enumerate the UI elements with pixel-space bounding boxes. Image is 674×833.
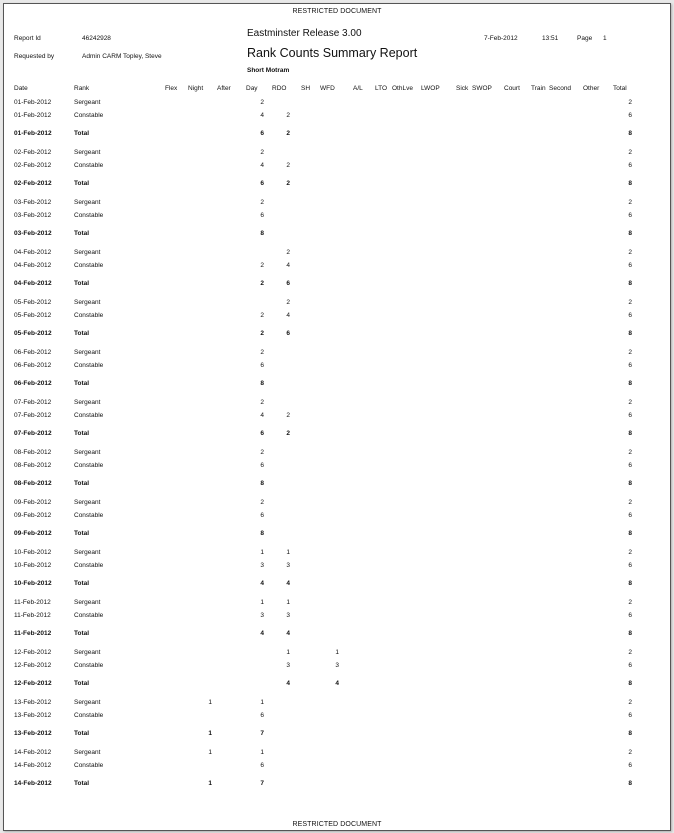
cell-day: 4 — [260, 161, 264, 169]
report-id-label: Report Id — [14, 35, 41, 42]
cell-rank: Total — [74, 430, 90, 437]
col-header-total: Total — [613, 85, 627, 92]
cell-date: 01-Feb-2012 — [14, 111, 52, 119]
cell-night: 1 — [208, 780, 212, 787]
table-row — [4, 749, 670, 759]
cell-day: 7 — [260, 730, 264, 737]
cell-total: 8 — [628, 230, 632, 237]
table-row — [4, 462, 670, 472]
cell-date: 11-Feb-2012 — [14, 630, 52, 637]
cell-date: 08-Feb-2012 — [14, 449, 52, 456]
cell-rdo: 2 — [286, 130, 290, 137]
table-row — [4, 262, 670, 272]
table-row — [4, 712, 670, 722]
cell-rank: Total — [74, 180, 90, 187]
table-row — [4, 499, 670, 509]
col-header-othlve: OthLve — [392, 85, 413, 92]
table-row — [4, 549, 670, 559]
table-row — [4, 649, 670, 659]
cell-total: 6 — [628, 211, 632, 219]
cell-date: 11-Feb-2012 — [14, 599, 51, 606]
cell-total: 6 — [628, 461, 632, 469]
cell-wfd: 3 — [335, 661, 339, 669]
cell-date: 08-Feb-2012 — [14, 480, 52, 487]
cell-day: 2 — [260, 99, 264, 106]
page-label: Page — [577, 35, 593, 42]
cell-rdo: 1 — [286, 549, 290, 556]
table-row — [4, 99, 670, 109]
total-row — [4, 580, 670, 590]
cell-date: 12-Feb-2012 — [14, 661, 52, 669]
cell-rank: Total — [74, 530, 90, 537]
cell-total: 2 — [628, 249, 632, 256]
cell-rank: Constable — [74, 261, 104, 269]
total-row — [4, 680, 670, 690]
cell-rank: Constable — [74, 211, 104, 219]
cell-rank: Total — [74, 580, 90, 587]
cell-total: 6 — [628, 311, 632, 319]
requested-by-value: Admin CARM Topley, Steve — [82, 53, 162, 60]
cell-total: 6 — [628, 161, 632, 169]
app-title: Eastminster Release 3.00 — [247, 28, 362, 39]
cell-rank: Total — [74, 680, 90, 687]
cell-date: 09-Feb-2012 — [14, 530, 52, 537]
cell-total: 2 — [628, 699, 632, 706]
cell-rank: Sergeant — [74, 599, 101, 606]
cell-date: 03-Feb-2012 — [14, 211, 52, 219]
cell-day: 6 — [260, 130, 264, 137]
cell-wfd: 4 — [335, 680, 339, 687]
cell-date: 06-Feb-2012 — [14, 361, 52, 369]
report-subtitle: Short Motram — [247, 67, 290, 74]
cell-total: 2 — [628, 99, 632, 106]
cell-date: 06-Feb-2012 — [14, 349, 52, 356]
cell-rank: Sergeant — [74, 399, 101, 406]
cell-day: 2 — [260, 330, 264, 337]
cell-day: 1 — [260, 549, 264, 556]
col-header-lto: LTO — [375, 85, 388, 92]
cell-rdo: 1 — [286, 649, 290, 656]
cell-date: 07-Feb-2012 — [14, 399, 52, 406]
cell-date: 10-Feb-2012 — [14, 561, 52, 569]
cell-total: 8 — [628, 380, 632, 387]
cell-total: 8 — [628, 530, 632, 537]
col-header-sick: Sick — [456, 85, 469, 92]
cell-date: 09-Feb-2012 — [14, 499, 52, 506]
cell-rdo: 2 — [286, 111, 290, 119]
cell-day: 8 — [260, 530, 264, 537]
cell-rank: Sergeant — [74, 149, 101, 156]
col-header-swop: SWOP — [472, 85, 492, 92]
cell-total: 2 — [628, 599, 632, 606]
cell-total: 8 — [628, 580, 632, 587]
cell-total: 8 — [628, 680, 632, 687]
cell-rank: Constable — [74, 461, 104, 469]
restricted-banner-top: RESTRICTED DOCUMENT — [292, 8, 382, 15]
table-row — [4, 412, 670, 422]
table-row — [4, 149, 670, 159]
cell-date: 10-Feb-2012 — [14, 580, 52, 587]
cell-date: 02-Feb-2012 — [14, 149, 52, 156]
total-row — [4, 530, 670, 540]
cell-date: 02-Feb-2012 — [14, 180, 52, 187]
cell-date: 12-Feb-2012 — [14, 680, 52, 687]
table-row — [4, 362, 670, 372]
col-header-night: Night — [188, 85, 204, 92]
col-header-day: Day — [246, 85, 258, 92]
cell-total: 2 — [628, 399, 632, 406]
total-row — [4, 230, 670, 240]
table-row — [4, 212, 670, 222]
table-row — [4, 512, 670, 522]
cell-rdo: 2 — [286, 249, 290, 256]
cell-total: 8 — [628, 730, 632, 737]
cell-date: 13-Feb-2012 — [14, 711, 52, 719]
cell-total: 2 — [628, 499, 632, 506]
cell-total: 6 — [628, 711, 632, 719]
cell-rdo: 4 — [286, 630, 290, 637]
cell-date: 14-Feb-2012 — [14, 761, 52, 769]
cell-date: 06-Feb-2012 — [14, 380, 52, 387]
cell-rank: Sergeant — [74, 99, 101, 106]
cell-rdo: 2 — [286, 161, 290, 169]
cell-total: 2 — [628, 749, 632, 756]
cell-total: 2 — [628, 549, 632, 556]
cell-rdo: 2 — [286, 299, 290, 306]
cell-total: 6 — [628, 411, 632, 419]
cell-rank: Constable — [74, 711, 104, 719]
col-header-second: Second — [549, 85, 572, 92]
total-row — [4, 630, 670, 640]
cell-rank: Constable — [74, 511, 104, 519]
col-header-after: After — [217, 85, 231, 92]
cell-night: 1 — [208, 749, 212, 756]
cell-date: 07-Feb-2012 — [14, 411, 52, 419]
cell-total: 6 — [628, 611, 632, 619]
cell-rank: Total — [74, 230, 90, 237]
cell-total: 2 — [628, 299, 632, 306]
cell-total: 8 — [628, 130, 632, 137]
cell-night: 1 — [208, 730, 212, 737]
cell-date: 01-Feb-2012 — [14, 130, 52, 137]
cell-day: 2 — [260, 499, 264, 506]
cell-rank: Constable — [74, 111, 104, 119]
table-row — [4, 762, 670, 772]
total-row — [4, 730, 670, 740]
table-row — [4, 599, 670, 609]
report-date: 7-Feb-2012 — [484, 35, 518, 42]
cell-date: 02-Feb-2012 — [14, 161, 52, 169]
cell-day: 4 — [260, 111, 264, 119]
cell-rank: Constable — [74, 661, 104, 669]
cell-date: 01-Feb-2012 — [14, 99, 52, 106]
cell-rank: Constable — [74, 411, 104, 419]
cell-day: 4 — [260, 411, 264, 419]
cell-day: 6 — [260, 711, 264, 719]
cell-day: 4 — [260, 580, 264, 587]
cell-date: 05-Feb-2012 — [14, 330, 52, 337]
table-row — [4, 199, 670, 209]
cell-day: 6 — [260, 461, 264, 469]
col-header-other: Other — [583, 85, 600, 92]
col-header-rdo: RDO — [272, 85, 287, 92]
col-header-train: Train — [531, 85, 546, 92]
table-row — [4, 449, 670, 459]
cell-day: 1 — [260, 599, 264, 606]
table-row — [4, 299, 670, 309]
cell-date: 04-Feb-2012 — [14, 249, 52, 256]
cell-day: 8 — [260, 480, 264, 487]
total-row — [4, 480, 670, 490]
total-row — [4, 430, 670, 440]
cell-date: 13-Feb-2012 — [14, 730, 52, 737]
col-header-court: Court — [504, 85, 520, 92]
table-row — [4, 662, 670, 672]
cell-day: 1 — [260, 699, 264, 706]
table-row — [4, 699, 670, 709]
cell-total: 8 — [628, 330, 632, 337]
cell-date: 07-Feb-2012 — [14, 430, 52, 437]
report-page — [3, 3, 671, 831]
report-title: Rank Counts Summary Report — [247, 46, 418, 60]
report-id-value: 46242928 — [82, 35, 111, 42]
cell-date: 14-Feb-2012 — [14, 749, 52, 756]
cell-total: 8 — [628, 630, 632, 637]
cell-rank: Sergeant — [74, 449, 101, 456]
cell-total: 2 — [628, 449, 632, 456]
cell-date: 12-Feb-2012 — [14, 649, 52, 656]
cell-date: 13-Feb-2012 — [14, 699, 52, 706]
cell-rdo: 3 — [286, 661, 290, 669]
cell-date: 05-Feb-2012 — [14, 299, 52, 306]
cell-total: 2 — [628, 149, 632, 156]
cell-day: 8 — [260, 230, 264, 237]
cell-rank: Total — [74, 380, 90, 387]
total-row — [4, 380, 670, 390]
cell-day: 6 — [260, 211, 264, 219]
cell-rdo: 3 — [286, 561, 290, 569]
cell-date: 14-Feb-2012 — [14, 780, 52, 787]
cell-rank: Constable — [74, 561, 104, 569]
cell-rank: Constable — [74, 161, 104, 169]
cell-rank: Sergeant — [74, 749, 101, 756]
cell-total: 6 — [628, 361, 632, 369]
total-row — [4, 130, 670, 140]
cell-date: 04-Feb-2012 — [14, 280, 52, 287]
cell-rdo: 1 — [286, 599, 290, 606]
cell-rank: Sergeant — [74, 499, 101, 506]
table-row — [4, 112, 670, 122]
total-row — [4, 330, 670, 340]
cell-total: 6 — [628, 561, 632, 569]
restricted-banner-bottom: RESTRICTED DOCUMENT — [292, 821, 382, 828]
cell-rank: Total — [74, 130, 90, 137]
cell-total: 8 — [628, 280, 632, 287]
cell-day: 7 — [260, 780, 264, 787]
total-row — [4, 180, 670, 190]
cell-day: 2 — [260, 149, 264, 156]
cell-rank: Sergeant — [74, 199, 101, 206]
cell-day: 2 — [260, 311, 264, 319]
cell-date: 11-Feb-2012 — [14, 611, 51, 619]
cell-rdo: 4 — [286, 311, 290, 319]
cell-rdo: 2 — [286, 430, 290, 437]
cell-rank: Sergeant — [74, 549, 101, 556]
table-row — [4, 612, 670, 622]
cell-total: 8 — [628, 480, 632, 487]
report-time: 13:51 — [542, 35, 559, 42]
cell-day: 2 — [260, 449, 264, 456]
cell-rank: Sergeant — [74, 299, 101, 306]
cell-rank: Total — [74, 480, 90, 487]
cell-rdo: 2 — [286, 180, 290, 187]
cell-rank: Constable — [74, 611, 104, 619]
cell-day: 6 — [260, 361, 264, 369]
requested-by-label: Requested by — [14, 53, 55, 60]
cell-date: 05-Feb-2012 — [14, 311, 52, 319]
cell-rdo: 4 — [286, 261, 290, 269]
cell-rdo: 6 — [286, 280, 290, 287]
cell-rank: Sergeant — [74, 649, 101, 656]
cell-day: 8 — [260, 380, 264, 387]
cell-total: 8 — [628, 780, 632, 787]
cell-rank: Sergeant — [74, 349, 101, 356]
table-row — [4, 162, 670, 172]
cell-date: 09-Feb-2012 — [14, 511, 52, 519]
cell-day: 4 — [260, 630, 264, 637]
table-row — [4, 399, 670, 409]
col-header-al: A/L — [353, 85, 363, 92]
cell-rdo: 6 — [286, 330, 290, 337]
page-number: 1 — [603, 35, 607, 42]
cell-day: 6 — [260, 430, 264, 437]
cell-rank: Constable — [74, 761, 104, 769]
cell-day: 2 — [260, 261, 264, 269]
cell-day: 2 — [260, 399, 264, 406]
cell-rdo: 4 — [286, 580, 290, 587]
cell-day: 6 — [260, 180, 264, 187]
cell-night: 1 — [208, 699, 212, 706]
cell-total: 2 — [628, 199, 632, 206]
cell-date: 04-Feb-2012 — [14, 261, 52, 269]
cell-day: 2 — [260, 349, 264, 356]
cell-total: 8 — [628, 180, 632, 187]
cell-date: 10-Feb-2012 — [14, 549, 52, 556]
cell-day: 3 — [260, 561, 264, 569]
cell-total: 6 — [628, 761, 632, 769]
table-row — [4, 349, 670, 359]
cell-day: 3 — [260, 611, 264, 619]
cell-day: 1 — [260, 749, 264, 756]
cell-rank: Sergeant — [74, 699, 101, 706]
cell-rdo: 2 — [286, 411, 290, 419]
col-header-date: Date — [14, 85, 28, 92]
table-row — [4, 562, 670, 572]
table-row — [4, 249, 670, 259]
cell-total: 6 — [628, 661, 632, 669]
col-header-rank: Rank — [74, 85, 90, 92]
total-row — [4, 780, 670, 790]
cell-total: 6 — [628, 511, 632, 519]
cell-day: 6 — [260, 511, 264, 519]
cell-rank: Constable — [74, 311, 104, 319]
cell-rdo: 3 — [286, 611, 290, 619]
cell-total: 8 — [628, 430, 632, 437]
cell-day: 2 — [260, 199, 264, 206]
col-header-sh: SH — [301, 85, 311, 92]
cell-rank: Total — [74, 280, 90, 287]
cell-wfd: 1 — [335, 649, 339, 656]
total-row — [4, 280, 670, 290]
cell-total: 6 — [628, 261, 632, 269]
table-row — [4, 312, 670, 322]
cell-rank: Total — [74, 630, 90, 637]
cell-day: 6 — [260, 761, 264, 769]
cell-rank: Sergeant — [74, 249, 101, 256]
cell-total: 6 — [628, 111, 632, 119]
cell-total: 2 — [628, 649, 632, 656]
cell-date: 03-Feb-2012 — [14, 230, 52, 237]
cell-date: 03-Feb-2012 — [14, 199, 52, 206]
cell-rank: Total — [74, 780, 90, 787]
cell-total: 2 — [628, 349, 632, 356]
col-header-wfd: WFD — [320, 85, 335, 92]
cell-rank: Total — [74, 730, 90, 737]
cell-day: 2 — [260, 280, 264, 287]
col-header-flex: Flex — [165, 85, 178, 92]
col-header-lwop: LWOP — [421, 85, 440, 92]
cell-rdo: 4 — [286, 680, 290, 687]
cell-rank: Total — [74, 330, 90, 337]
cell-date: 08-Feb-2012 — [14, 461, 52, 469]
cell-rank: Constable — [74, 361, 104, 369]
